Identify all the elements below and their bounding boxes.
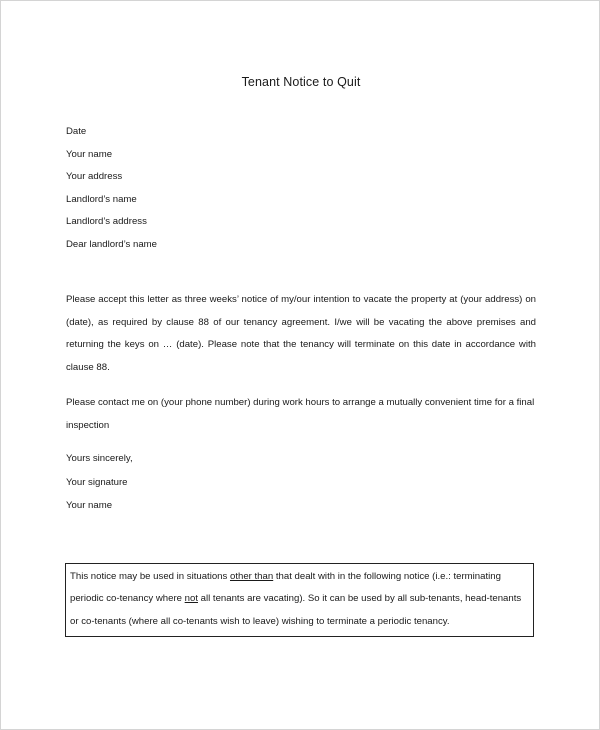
letter-closing bbox=[66, 447, 536, 518]
letter-header bbox=[66, 121, 536, 256]
sender-address-line: Your address bbox=[66, 171, 123, 182]
landlord-name-line: Landlord’s name bbox=[66, 193, 137, 205]
notice-text-part-3: all tenants are vacating). So it can be used by all sub-tenants, head-tenants or co-tenants (where all co-tenants wish to leave) wishing to terminate a periodic tenancy. bbox=[70, 593, 522, 627]
greeting-line: Dear landlord’s name bbox=[66, 238, 158, 250]
notice-underline-not: not bbox=[184, 593, 198, 605]
document-title: Tenant Notice to Quit bbox=[241, 75, 361, 89]
usage-notice-box bbox=[65, 563, 534, 637]
notice-text-part-2: that dealt with in the following notice (i.e.: terminating periodic co-tenancy where bbox=[70, 571, 501, 605]
closing-name-line: Your name bbox=[66, 500, 113, 511]
signature-line: Your signature bbox=[66, 476, 128, 488]
notice-text-part-1: This notice may be used in situations bbox=[70, 571, 230, 582]
sender-name-line: Your name bbox=[66, 148, 113, 160]
notice-underline-other-than: other than bbox=[229, 571, 274, 582]
contact-paragraph: Please contact me on (your phone number) during work hours to arrange a mutually convenient time for a final inspection bbox=[66, 397, 535, 431]
landlord-address-line: Landlord’s address bbox=[66, 216, 147, 227]
date-line: Date bbox=[66, 126, 87, 137]
salutation-line: Yours sincerely, bbox=[66, 453, 133, 464]
notice-paragraph: Please accept this letter as three weeks’ notice of my/our intention to vacate the property at (your address) on (date), as required by clause 88 of our tenancy agreement. I/we will be vacating the above premises and returning the keys on … (date). Please note that the tenancy will terminate on this date in accordance with clause 88. bbox=[66, 294, 536, 373]
